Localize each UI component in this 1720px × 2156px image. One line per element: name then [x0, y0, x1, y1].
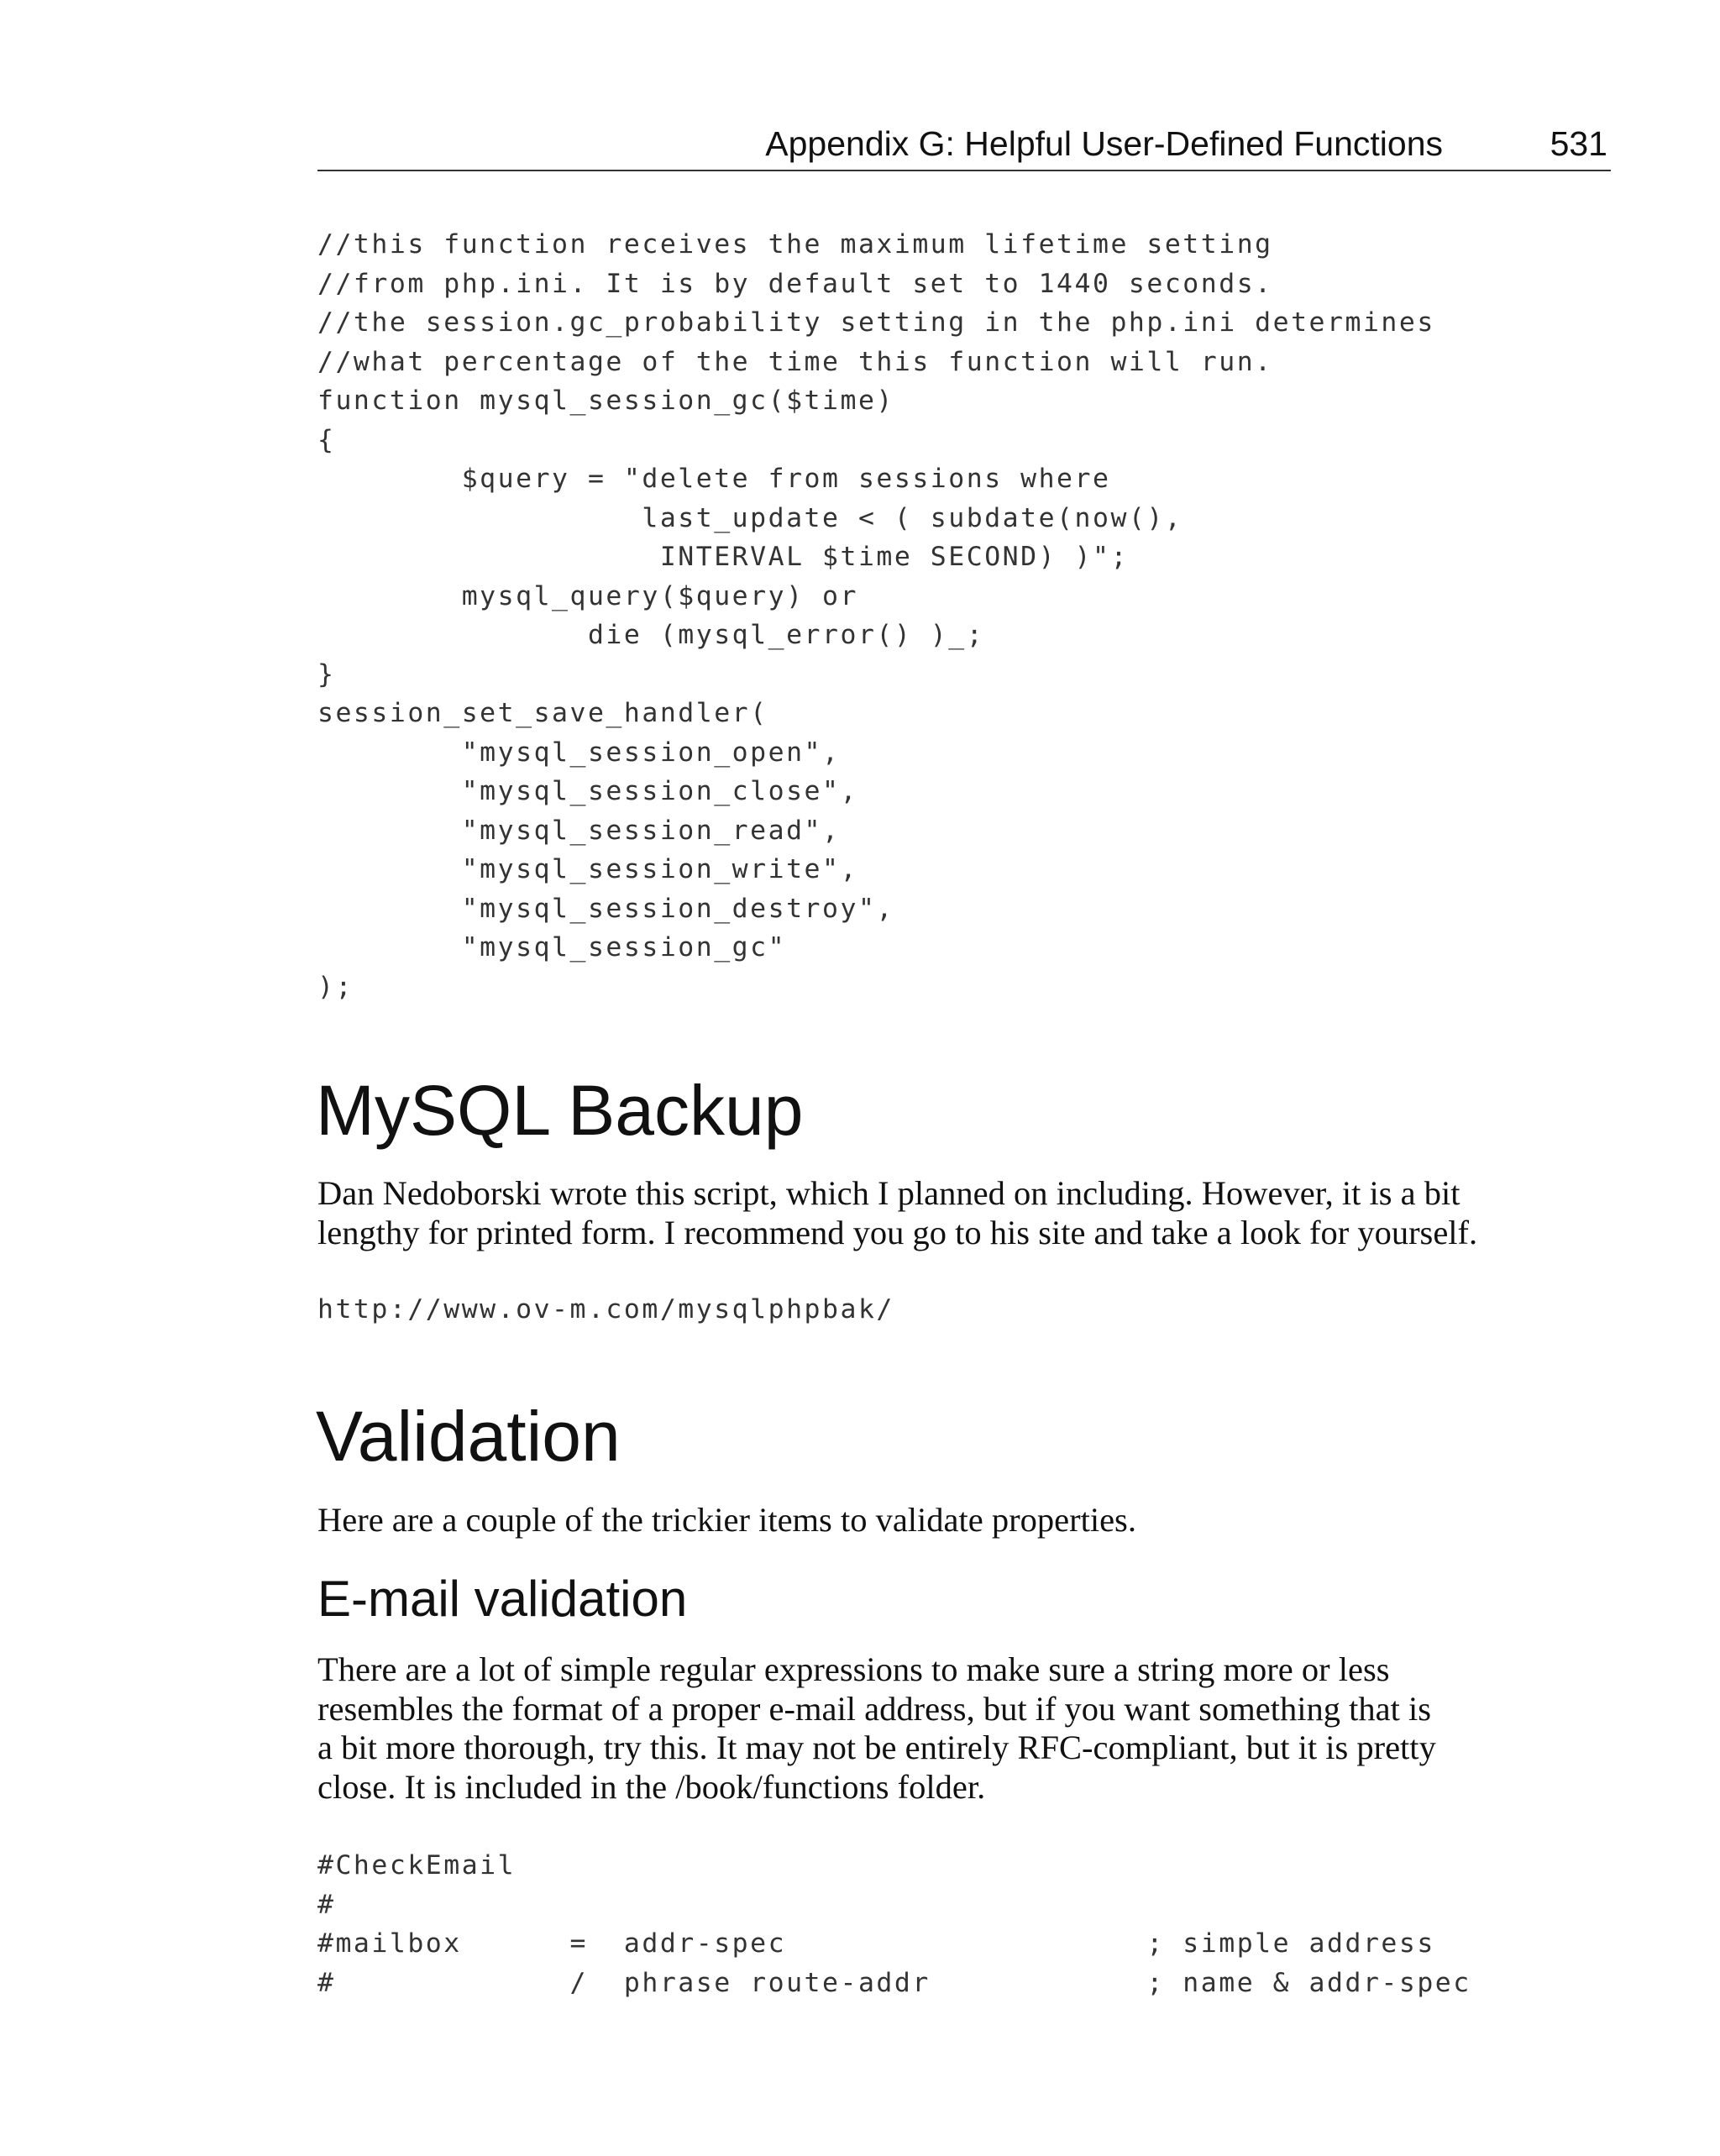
paragraph-backup [317, 1174, 1478, 1252]
paragraph-line: resembles the format of a proper e-mail address, but if you want something that is [317, 1689, 1432, 1728]
code-line: "mysql_session_gc" [317, 932, 787, 963]
chapter-title: Appendix G: Helpful User-Defined Functions [765, 124, 1443, 163]
paragraph-line: a bit more thorough, try this. It may not be entirely RFC-compliant, but it is pretty [317, 1728, 1436, 1766]
heading-email-validation: E-mail validation [317, 1571, 688, 1627]
code-line: "mysql_session_close", [317, 776, 858, 806]
code-line: die (mysql_error() )_; [317, 620, 985, 650]
paragraph-line: There are a lot of simple regular expressions to make sure a string more or less [317, 1650, 1390, 1688]
code-line: function mysql_session_gc($time) [317, 386, 894, 416]
code-line: //what percentage of the time this function will run. [317, 346, 1273, 377]
paragraph-email [317, 1650, 1446, 1807]
backup-url [317, 1290, 894, 1330]
code-block-check-email [317, 1846, 1471, 2002]
page-number: 531 [1550, 124, 1607, 163]
code-line: //from php.ini. It is by default set to 1440 seconds. [317, 268, 1273, 299]
code-line: #CheckEmail [317, 1850, 517, 1881]
url-text: http://www.ov-m.com/mysqlphpbak/ [317, 1294, 894, 1325]
code-line: //the session.gc_probability setting in the php.ini determines [317, 307, 1435, 338]
code-line: ); [317, 971, 354, 1002]
code-line: mysql_query($query) or [317, 580, 858, 611]
heading-mysql-backup: MySQL Backup [316, 1071, 804, 1150]
code-line: INTERVAL $time SECOND) )"; [317, 542, 1129, 572]
heading-validation: Validation [316, 1397, 621, 1476]
paragraph-line: Here are a couple of the trickier items to validate properties. [317, 1501, 1136, 1539]
code-line: #mailbox = addr-spec ; simple address [317, 1928, 1435, 1959]
code-line: last_update < ( subdate(now(), [317, 502, 1183, 533]
code-line: { [317, 424, 336, 455]
code-line: } [317, 658, 336, 690]
paragraph-line: lengthy for printed form. I recommend you go to his site and take a look for yourself. [317, 1213, 1478, 1251]
code-line: "mysql_session_read", [317, 815, 841, 846]
code-line: //this function receives the maximum lifetime setting [317, 229, 1273, 260]
code-line: "mysql_session_write", [317, 854, 858, 884]
paragraph-line: Dan Nedoborski wrote this script, which I planned on including. However, it is a bit [317, 1174, 1460, 1212]
code-line: "mysql_session_open", [317, 737, 841, 768]
code-line: # [317, 1889, 336, 1920]
running-header [317, 118, 1611, 171]
code-line: # / phrase route-addr ; name & addr-spec [317, 1967, 1471, 1998]
paragraph-line: close. It is included in the /book/functions folder. [317, 1767, 986, 1806]
code-line: $query = "delete from sessions where [317, 464, 1111, 494]
code-block-session-gc [317, 225, 1435, 1006]
code-line: session_set_save_handler( [317, 698, 768, 728]
code-line: "mysql_session_destroy", [317, 893, 894, 924]
paragraph-validation [317, 1501, 1446, 1540]
